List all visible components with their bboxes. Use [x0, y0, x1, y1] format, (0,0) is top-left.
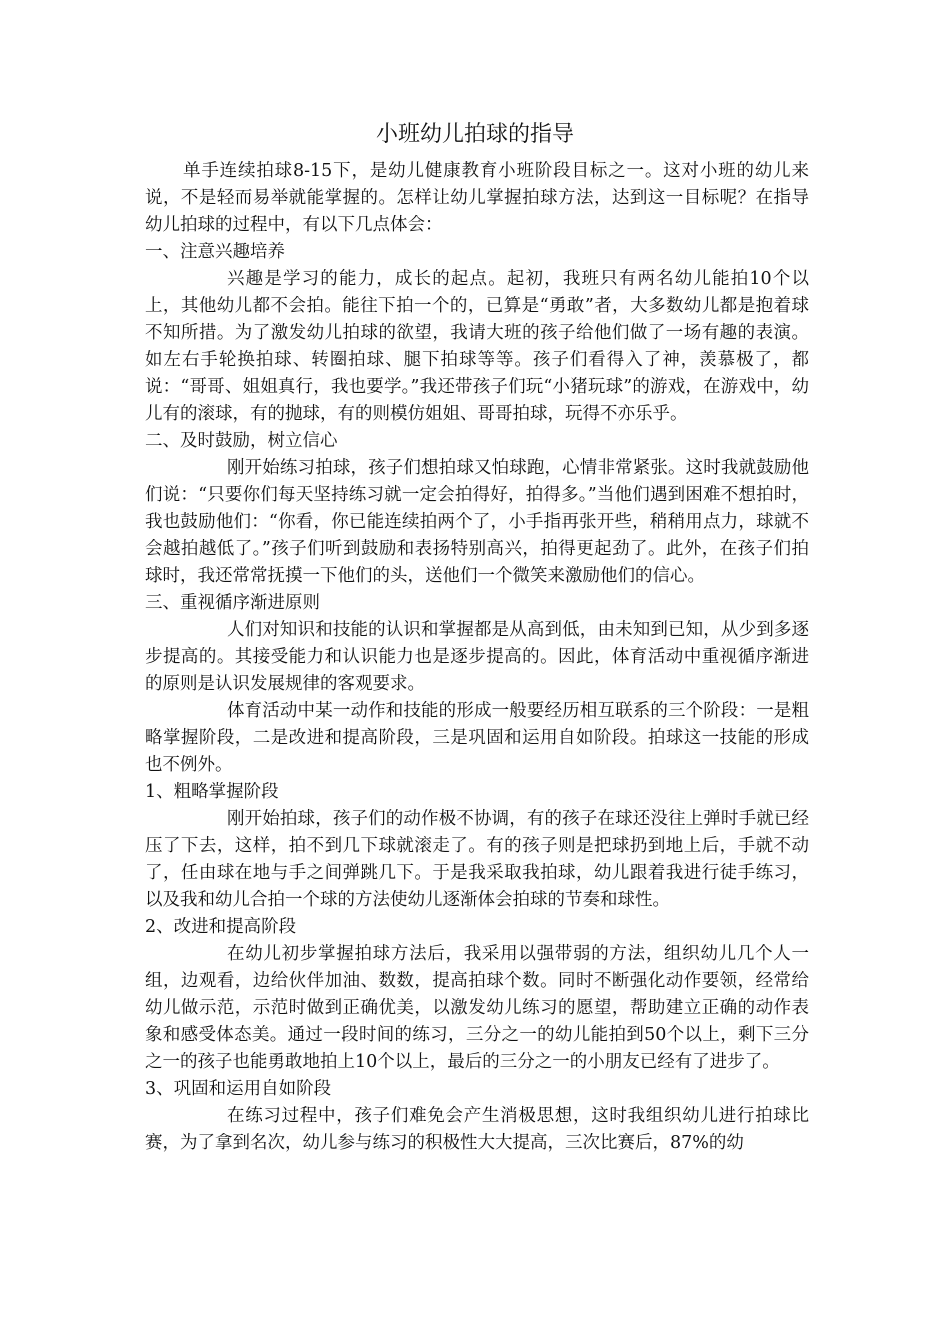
- section-heading: 一、注意兴趣培养: [145, 242, 285, 262]
- section-heading: 二、及时鼓励，树立信心: [145, 431, 338, 451]
- section-heading: 2、改进和提高阶段: [145, 917, 297, 937]
- section-heading: 三、重视循序渐进原则: [145, 593, 320, 613]
- document-body: [145, 158, 809, 1157]
- section-heading: 3、巩固和运用自如阶段: [145, 1079, 332, 1099]
- document-title: 小班幼儿拍球的指导: [375, 122, 574, 147]
- paragraph: 体育活动中某一动作和技能的形成一般要经历相互联系的三个阶段：一是粗略掌握阶段，二是改进和提高阶段，三是巩固和运用自如阶段。拍球这一技能的形成也不例外。: [145, 701, 809, 775]
- paragraph: 单手连续拍球8-15下，是幼儿健康教育小班阶段目标之一。这对小班的幼儿来说，不是轻而易举就能掌握的。怎样让幼儿掌握拍球方法，达到这一目标呢？在指导幼儿拍球的过程中，有以下几点体会：: [145, 161, 809, 235]
- paragraph: 人们对知识和技能的认识和掌握都是从高到低，由未知到已知，从少到多逐步提高的。其接受能力和认识能力也是逐步提高的。因此，体育活动中重视循序渐进的原则是认识发展规律的客观要求。: [145, 620, 809, 694]
- paragraph: 刚开始练习拍球，孩子们想拍球又怕球跑，心情非常紧张。这时我就鼓励他们说：“只要你们每天坚持练习就一定会拍得好，拍得多。”当他们遇到困难不想拍时，我也鼓励他们：“你看，你已能连续拍两个了，小手指再张开些，稍稍用点力，球就不会越拍越低了。”孩子们听到鼓励和表扬特别高兴，拍得更起劲了。此外，在孩子们拍球时，我还常常抚摸一下他们的头，送他们一个微笑来激励他们的信心。: [145, 458, 809, 586]
- paragraph: 在练习过程中，孩子们难免会产生消极思想，这时我组织幼儿进行拍球比赛，为了拿到名次，幼儿参与练习的积极性大大提高，三次比赛后，87%的幼: [145, 1106, 809, 1153]
- section-heading: 1、粗略掌握阶段: [145, 782, 279, 802]
- paragraph: 在幼儿初步掌握拍球方法后，我采用以强带弱的方法，组织幼儿几个人一组，边观看，边给伙伴加油、数数，提高拍球个数。同时不断强化动作要领，经常给幼儿做示范，示范时做到正确优美，以激发幼儿练习的愿望，帮助建立正确的动作表象和感受体态美。通过一段时间的练习，三分之一的幼儿能拍到50个以上，剩下三分之一的孩子也能勇敢地拍上10个以上，最后的三分之一的小朋友已经有了进步了。: [145, 944, 809, 1072]
- paragraph: 兴趣是学习的能力，成长的起点。起初，我班只有两名幼儿能拍10个以上，其他幼儿都不会拍。能往下拍一个的，已算是“勇敢”者，大多数幼儿都是抱着球不知所措。为了激发幼儿拍球的欲望，我请大班的孩子给他们做了一场有趣的表演。如左右手轮换拍球、转圈拍球、腿下拍球等等。孩子们看得入了神，羡慕极了，都说：“哥哥、姐姐真行，我也要学。”我还带孩子们玩“小猪玩球”的游戏，在游戏中，幼儿有的滚球，有的抛球，有的则模仿姐姐、哥哥拍球，玩得不亦乐乎。: [145, 269, 809, 424]
- paragraph: 刚开始拍球，孩子们的动作极不协调，有的孩子在球还没往上弹时手就已经压了下去，这样，拍不到几下球就滚走了。有的孩子则是把球扔到地上后，手就不动了，任由球在地与手之间弹跳几下。于是我采取我拍球，幼儿跟着我进行徒手练习，以及我和幼儿合拍一个球的方法使幼儿逐渐体会拍球的节奏和球性。: [145, 809, 809, 910]
